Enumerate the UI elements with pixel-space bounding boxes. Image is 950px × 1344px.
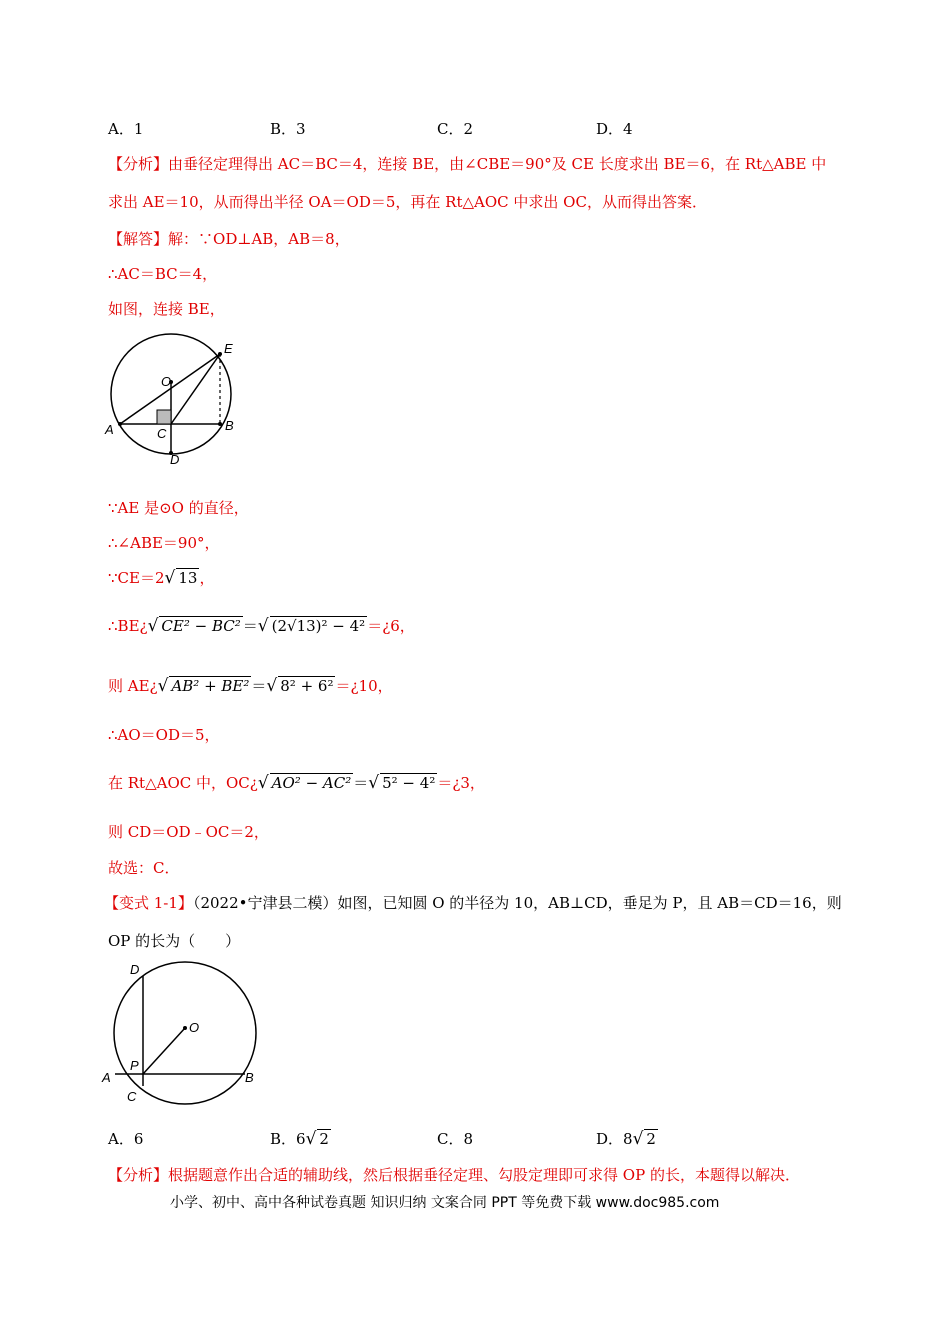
option-d-2-text: D．8 [596,1130,633,1148]
solution-line-5: ∴∠ABE＝90°， [108,534,220,552]
solution-text: 解：∵OD⊥AB，AB＝8， [168,230,350,248]
circle-o-2 [114,962,256,1104]
solution-line-9: ∴AO＝OD＝5， [108,726,220,744]
label-a: A [105,422,114,437]
option-b-2-text: B．6 [270,1130,306,1148]
sqrt-5-4: 5² − 4² [382,774,436,792]
analysis2-tag: 【分析】 [108,1166,169,1184]
option-c: C．2 [437,120,474,138]
option-a: A．1 [108,120,144,138]
oc-text: 在 Rt△AOC 中，OC¿ [108,774,258,792]
solution-line-11: 则 CD＝OD﹣OC＝2， [108,823,269,841]
solution-line-8: 则 AE¿√ AB² + BE² ＝√ 8² + 6² ＝¿10， [108,676,393,696]
sqrt-ab-be: AB² + BE² [171,677,250,695]
segment-op [143,1028,185,1074]
label-o2: O [189,1020,200,1035]
option-c-2: C．8 [437,1130,474,1148]
circle-figure-2 [100,958,270,1108]
solution-line-4: ∵AE 是⊙O 的直径， [108,499,249,517]
equals: ＝ [353,774,369,792]
equals: ＝ [242,617,258,635]
label-p2: P [130,1058,139,1073]
sqrt-2: 2 [646,1130,656,1148]
be-text: ∴BE¿ [108,617,148,635]
variant-line-2: OP 的长为（ ） [108,932,241,950]
solution-line-2: ∴AC＝BC＝4， [108,265,218,283]
ce-text: ∵CE＝2 [108,569,165,587]
solution-line-10: 在 Rt△AOC 中，OC¿√ AO² − AC² ＝√ 5² − 4² ＝¿3， [108,773,485,793]
solution-line-6: ∵CE＝2√ 13 ， [108,568,215,588]
sqrt-2root13-4: (2√13)² − 4² [271,617,366,635]
analysis2-text: 根据题意作出合适的辅助线，然后根据垂径定理、勾股定理即可求得 OP 的长，本题得以解决． [168,1166,800,1184]
segment-ce [171,354,220,424]
solution-line-12: 故选：C． [108,859,180,877]
ae-text: 则 AE¿ [108,677,158,695]
label-c: C [157,426,167,441]
analysis-text: 由垂径定理得出 AC＝BC＝4，连接 BE，由∠CBE＝90°及 CE 长度求出 BE＝6，在 Rt△ABE 中 [168,155,827,173]
label-e: E [224,341,233,356]
solution-line-3: 如图，连接 BE， [108,300,225,318]
oc-result: ＝¿3， [437,774,485,792]
sqrt-ce-bc: CE² − BC² [161,617,241,635]
right-angle-mark [157,410,171,424]
label-c2: C [127,1089,137,1104]
be-result: ＝¿6， [367,617,415,635]
variant-text: （2022•宁津县二模）如图，已知圆 O 的半径为 10，AB⊥CD，垂足为 P，且 AB＝CD＝16，则 [192,894,842,912]
label-o: O [161,374,172,389]
analysis-line-1 [108,153,826,174]
sqrt-8-6: 8² + 6² [280,677,334,695]
variant-tag: 【变式 1-1】 [104,894,193,912]
sqrt-2: 2 [319,1130,329,1148]
option-b: B．3 [270,120,306,138]
label-b2: B [245,1070,254,1085]
label-d: D [170,452,180,467]
option-a-2: A．6 [108,1130,144,1148]
option-d: D．4 [596,120,633,138]
label-d2: D [130,962,140,977]
solution-line-7: ∴BE¿√ CE² − BC² ＝√ (2√13)² − 4² ＝¿6， [108,616,415,636]
circle-figure-1 [100,326,250,468]
page-footer: 小学、初中、高中各种试卷真题 知识归纳 文案合同 PPT 等免费下载 www.doc985.com [170,1195,720,1211]
solution-tag: 【解答】 [108,230,169,248]
punct: ， [199,569,215,587]
label-b: B [225,418,234,433]
equals: ＝ [251,677,267,695]
analysis-tag: 【分析】 [108,155,169,173]
ae-result: ＝¿10， [335,677,393,695]
sqrt-ao-ac: AO² − AC² [271,774,352,792]
analysis2-line [108,1164,800,1185]
label-a2: A [102,1070,111,1085]
solution-line-1 [108,228,350,249]
option-d-2: D．8√ 2 [596,1129,656,1149]
analysis-line-2: 求出 AE＝10，从而得出半径 OA＝OD＝5，再在 Rt△AOC 中求出 OC，从而得出答案． [108,193,707,211]
variant-line-1 [104,892,842,913]
option-b-2: B．6√ 2 [270,1129,329,1149]
sqrt-13: 13 [178,569,198,587]
